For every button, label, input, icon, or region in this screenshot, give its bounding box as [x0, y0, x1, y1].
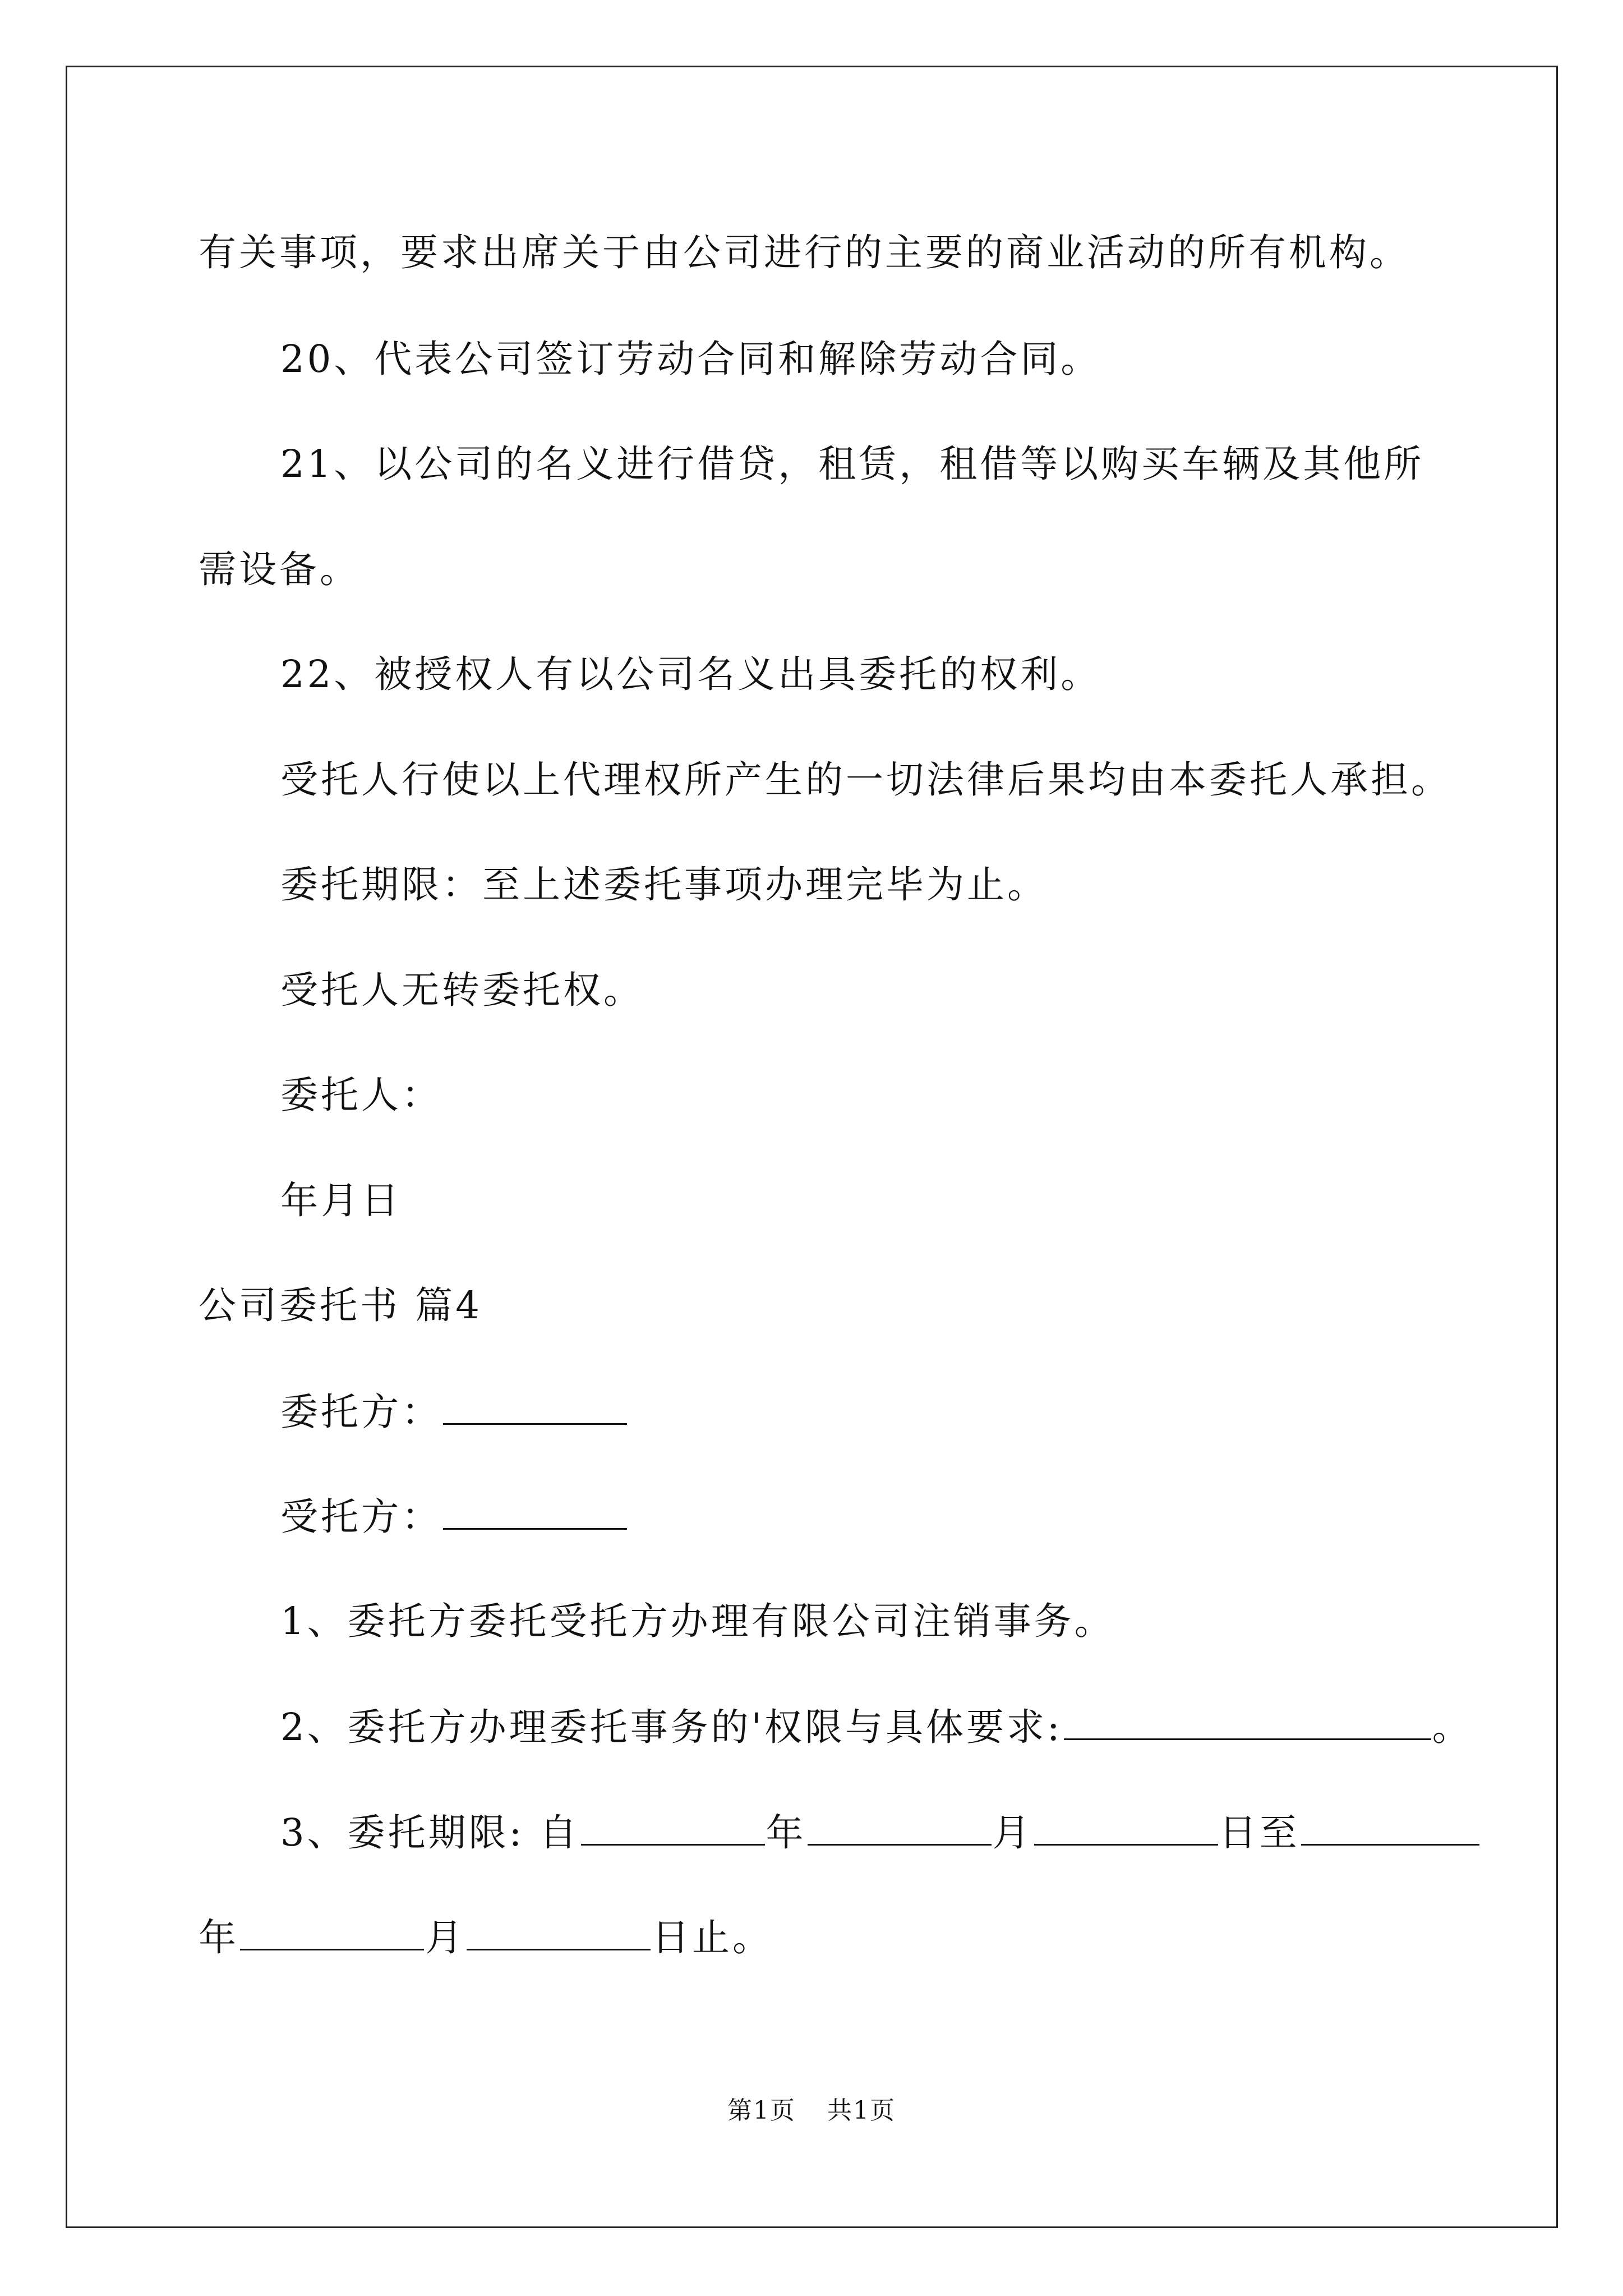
day-end-label: 日止。: [652, 1916, 773, 1959]
text-line: 需设备。: [199, 547, 360, 591]
section-title: 公司委托书 篇4: [199, 1283, 482, 1327]
day-to-label: 日至: [1219, 1811, 1300, 1855]
year-label: 年: [199, 1916, 239, 1959]
text-line: 委托期限：至上述委托事项办理完毕为止。: [280, 863, 1048, 907]
item-2: [280, 1704, 1473, 1750]
text-line: 22、被授权人有以公司名义出具委托的权利。: [280, 652, 1101, 696]
entrust-party-line: [280, 1388, 628, 1434]
page-number: 第1页: [727, 2096, 796, 2125]
text-line: 年月日: [280, 1179, 402, 1222]
trustee-label: 受托方：: [280, 1495, 442, 1539]
text-line: 有关事项，要求出席关于由公司进行的主要的商业活动的所有机构。: [199, 231, 1410, 274]
item-3: [280, 1809, 1481, 1855]
page-total: 共1页: [827, 2096, 896, 2125]
entrust-party-label: 委托方：: [280, 1390, 442, 1434]
start-year-blank: [581, 1809, 765, 1846]
text-line: 21、以公司的名义进行借贷，租赁，租借等以购买车辆及其他所: [280, 442, 1424, 486]
text-line: 委托人：: [280, 1073, 442, 1117]
month-label: 月: [425, 1916, 465, 1959]
text-line: 受托人行使以上代理权所产生的一切法律后果均由本委托人承担。: [280, 758, 1451, 802]
text-line: 受托人无转委托权。: [280, 968, 644, 1012]
end-month-blank: [240, 1914, 424, 1950]
item-2-end: 。: [1432, 1705, 1473, 1749]
item-2-text: 2、委托方办理委托事务的'权限与具体要求:: [280, 1705, 1063, 1749]
start-month-blank: [808, 1809, 992, 1846]
start-day-blank: [1034, 1809, 1218, 1846]
item-2-blank: [1064, 1704, 1431, 1740]
year-label: 年: [766, 1811, 806, 1855]
page-border: [66, 66, 1558, 2228]
entrust-party-blank: [443, 1388, 627, 1425]
end-year-blank: [1301, 1809, 1479, 1846]
trustee-blank: [443, 1493, 627, 1530]
item-3-prefix: 3、委托期限: 自: [280, 1811, 580, 1855]
trustee-line: [280, 1493, 628, 1539]
page-footer: [0, 2095, 1623, 2127]
item-1: 1、委托方委托受托方办理有限公司注销事务。: [280, 1599, 1115, 1643]
item-3-continued: [199, 1914, 773, 1960]
month-label: 月: [992, 1811, 1033, 1855]
text-line: 20、代表公司签订劳动合同和解除劳动合同。: [280, 337, 1101, 381]
end-day-blank: [467, 1914, 651, 1950]
